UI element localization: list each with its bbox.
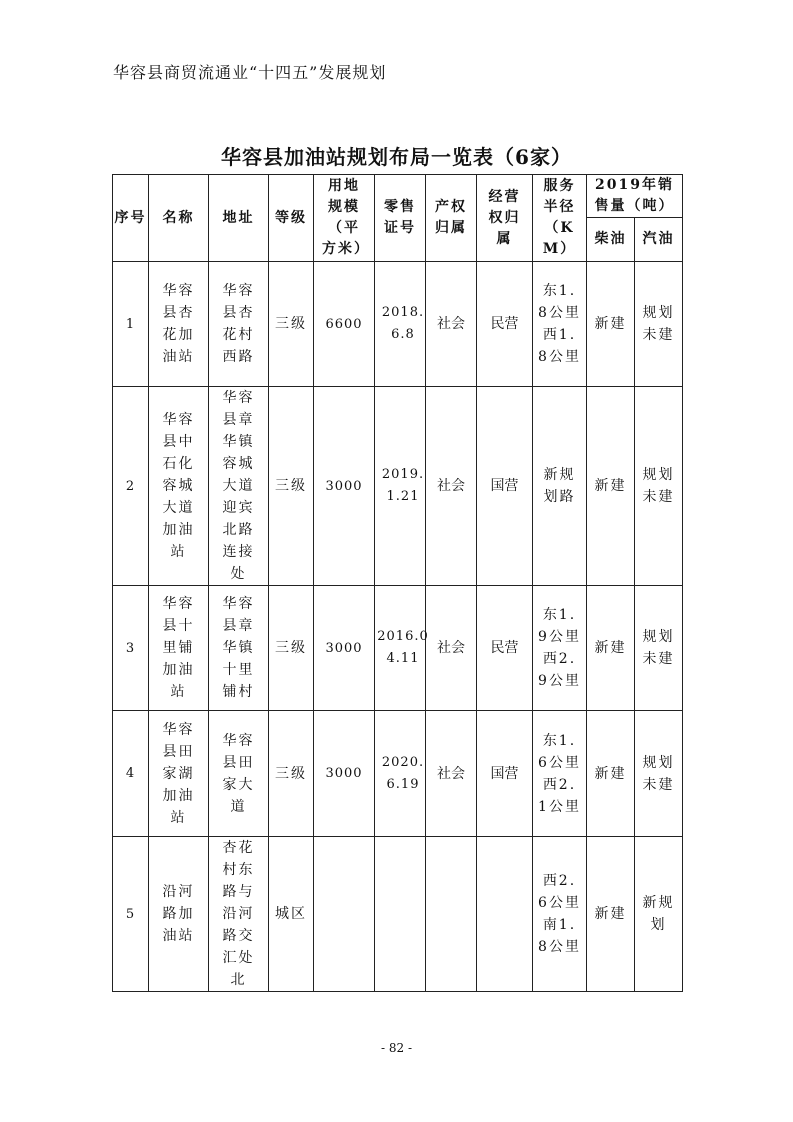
cell-operation: 民营 <box>477 262 533 387</box>
cell-radius: 东1.9公里西2.9公里 <box>533 586 587 711</box>
cell-diesel: 新建 <box>587 711 635 837</box>
col-header-grade: 等级 <box>269 175 314 262</box>
cell-address: 华容县章华镇十里铺村 <box>209 586 269 711</box>
page-title: 华容县加油站规划布局一览表（6家） <box>221 145 572 169</box>
col-header-diesel: 柴油 <box>587 218 635 262</box>
cell-property <box>426 837 477 992</box>
cell-radius: 新规划路 <box>533 387 587 586</box>
cell-name: 华容县中石化容城大道加油站 <box>149 387 209 586</box>
cell-radius: 东1.8公里西1.8公里 <box>533 262 587 387</box>
cell-name: 沿河路加油站 <box>149 837 209 992</box>
cell-license: 2019.1.21 <box>375 387 426 586</box>
cell-gasoline: 规划未建 <box>635 387 683 586</box>
cell-grade: 城区 <box>269 837 314 992</box>
col-header-property: 产权归属 <box>426 175 477 262</box>
table-row <box>113 837 683 992</box>
col-header-land: 用地规模（平方米） <box>314 175 375 262</box>
table-row <box>113 262 683 387</box>
cell-name: 华容县杏花加油站 <box>149 262 209 387</box>
cell-operation: 民营 <box>477 586 533 711</box>
table-row <box>113 387 683 586</box>
cell-address: 华容县章华镇容城大道迎宾北路连接处 <box>209 387 269 586</box>
cell-radius: 东1.6公里西2.1公里 <box>533 711 587 837</box>
cell-gasoline: 规划未建 <box>635 586 683 711</box>
col-header-index: 序号 <box>113 175 149 262</box>
cell-index: 5 <box>113 837 149 992</box>
cell-diesel: 新建 <box>587 837 635 992</box>
col-header-gasoline: 汽油 <box>635 218 683 262</box>
cell-property: 社会 <box>426 387 477 586</box>
cell-index: 1 <box>113 262 149 387</box>
cell-land: 3000 <box>314 387 375 586</box>
col-header-radius: 服务半径（KM） <box>533 175 587 262</box>
cell-grade: 三级 <box>269 711 314 837</box>
cell-index: 4 <box>113 711 149 837</box>
cell-address: 杏花村东路与沿河路交汇处北 <box>209 837 269 992</box>
cell-address: 华容县杏花村西路 <box>209 262 269 387</box>
cell-grade: 三级 <box>269 586 314 711</box>
col-header-operation: 经营权归属 <box>477 175 533 262</box>
cell-gasoline: 新规划 <box>635 837 683 992</box>
cell-land <box>314 837 375 992</box>
cell-gasoline: 规划未建 <box>635 711 683 837</box>
cell-diesel: 新建 <box>587 387 635 586</box>
cell-name: 华容县田家湖加油站 <box>149 711 209 837</box>
cell-license: 2020.6.19 <box>375 711 426 837</box>
cell-land: 6600 <box>314 262 375 387</box>
cell-property: 社会 <box>426 262 477 387</box>
cell-grade: 三级 <box>269 262 314 387</box>
gas-station-table <box>112 174 683 992</box>
cell-index: 2 <box>113 387 149 586</box>
cell-land: 3000 <box>314 586 375 711</box>
cell-index: 3 <box>113 586 149 711</box>
page-number: - 82 - <box>380 1041 412 1055</box>
cell-license <box>375 837 426 992</box>
cell-land: 3000 <box>314 711 375 837</box>
cell-diesel: 新建 <box>587 586 635 711</box>
cell-gasoline: 规划未建 <box>635 262 683 387</box>
col-header-name: 名称 <box>149 175 209 262</box>
col-header-license: 零售证号 <box>375 175 426 262</box>
cell-radius: 西2.6公里南1.8公里 <box>533 837 587 992</box>
cell-address: 华容县田家大道 <box>209 711 269 837</box>
running-header: 华容县商贸流通业“十四五”发展规划 <box>113 63 387 82</box>
cell-diesel: 新建 <box>587 262 635 387</box>
cell-license: 2016.04.11 <box>375 586 426 711</box>
col-header-sales: 2019年销售量（吨） <box>587 175 683 218</box>
cell-operation: 国营 <box>477 387 533 586</box>
cell-license: 2018.6.8 <box>375 262 426 387</box>
cell-name: 华容县十里铺加油站 <box>149 586 209 711</box>
cell-property: 社会 <box>426 586 477 711</box>
cell-operation: 国营 <box>477 711 533 837</box>
cell-operation <box>477 837 533 992</box>
cell-grade: 三级 <box>269 387 314 586</box>
col-header-address: 地址 <box>209 175 269 262</box>
table-row <box>113 586 683 711</box>
cell-property: 社会 <box>426 711 477 837</box>
table-row <box>113 711 683 837</box>
